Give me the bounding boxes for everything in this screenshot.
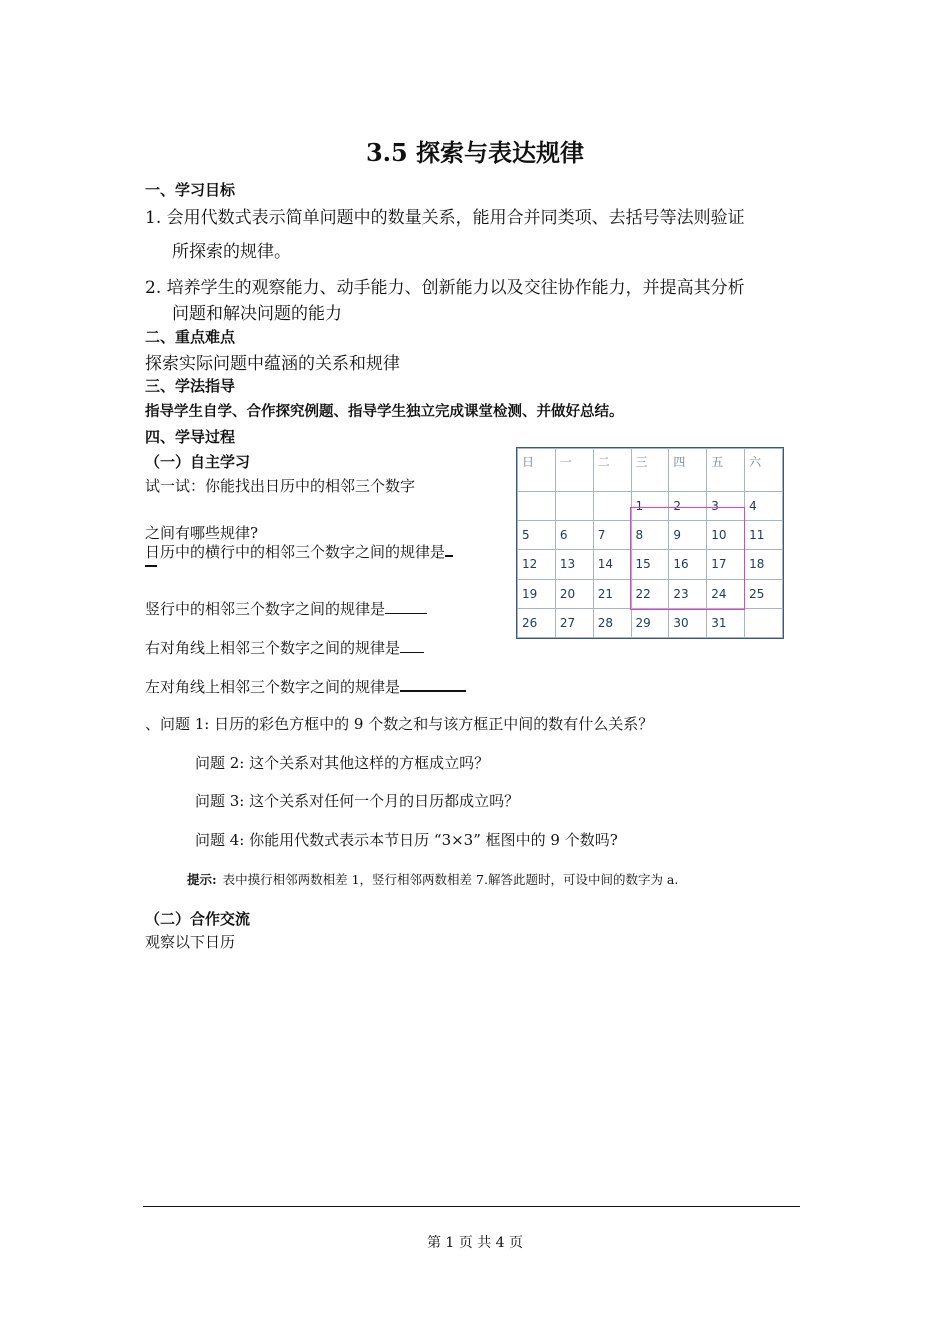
goal-2-line-2: 问题和解决问题的能力 bbox=[172, 304, 342, 324]
hint-label: 提示: bbox=[187, 872, 217, 887]
right-diag-rule bbox=[145, 637, 424, 658]
left-diag-rule-text: 左对角线上相邻三个数字之间的规律是 bbox=[145, 678, 401, 696]
calendar bbox=[516, 447, 784, 639]
calendar-header-cell: 三 bbox=[631, 449, 669, 492]
goals-heading: 一、学习目标 bbox=[145, 181, 236, 199]
row-rule-blank[interactable] bbox=[445, 541, 453, 557]
right-diag-rule-blank[interactable] bbox=[400, 638, 424, 653]
calendar-week-row bbox=[518, 521, 783, 550]
calendar-day-cell: 26 bbox=[518, 608, 556, 637]
key-heading: 二、重点难点 bbox=[145, 328, 236, 346]
right-diag-rule-text: 右对角线上相邻三个数字之间的规律是 bbox=[145, 639, 401, 657]
method-text: 指导学生自学、合作探究例题、指导学生独立完成课堂检测、并做好总结。 bbox=[145, 404, 624, 420]
calendar-day-cell: 28 bbox=[593, 608, 631, 637]
col-rule-text: 竖行中的相邻三个数字之间的规律是 bbox=[145, 600, 386, 618]
calendar-header-cell: 五 bbox=[707, 449, 745, 492]
calendar-week-row bbox=[518, 491, 783, 520]
calendar-day-cell bbox=[593, 491, 631, 520]
method-heading: 三、学法指导 bbox=[145, 377, 236, 395]
calendar-day-cell bbox=[518, 491, 556, 520]
goal-1-line-2: 所探索的规律。 bbox=[172, 242, 291, 262]
calendar-day-cell: 14 bbox=[593, 550, 631, 579]
row-rule bbox=[145, 541, 453, 562]
calendar-header-cell: 日 bbox=[518, 449, 556, 492]
calendar-day-cell: 19 bbox=[518, 579, 556, 608]
calendar-header-cell: 六 bbox=[745, 449, 783, 492]
calendar-day-cell: 21 bbox=[593, 579, 631, 608]
calendar-day-cell: 30 bbox=[669, 608, 707, 637]
calendar-week-row bbox=[518, 550, 783, 579]
calendar-day-cell: 11 bbox=[745, 521, 783, 550]
calendar-day-cell: 12 bbox=[518, 550, 556, 579]
hint bbox=[187, 870, 678, 888]
try-line-1: 试一试：你能找出日历中的相邻三个数字 bbox=[145, 477, 416, 495]
question-4: 问题 4: 你能用代数式表示本节日历 “3×3” 框图中的 9 个数吗? bbox=[195, 831, 618, 849]
calendar-day-cell: 1 bbox=[631, 491, 669, 520]
calendar-day-cell: 6 bbox=[555, 521, 593, 550]
calendar-day-cell: 5 bbox=[518, 521, 556, 550]
calendar-day-cell bbox=[555, 491, 593, 520]
left-diag-rule-blank[interactable] bbox=[400, 676, 466, 692]
col-rule bbox=[145, 598, 427, 619]
row-rule-blank-continued bbox=[145, 565, 157, 567]
col-rule-blank[interactable] bbox=[385, 599, 427, 614]
calendar-day-cell: 24 bbox=[707, 579, 745, 608]
calendar-day-cell: 27 bbox=[555, 608, 593, 637]
calendar-day-cell: 9 bbox=[669, 521, 707, 550]
calendar-day-cell: 22 bbox=[631, 579, 669, 608]
page-title: 3.5 探索与表达规律 bbox=[365, 138, 585, 167]
calendar-table bbox=[517, 448, 783, 638]
calendar-day-cell: 31 bbox=[707, 608, 745, 637]
calendar-day-cell: 17 bbox=[707, 550, 745, 579]
calendar-day-cell: 15 bbox=[631, 550, 669, 579]
calendar-header-cell: 四 bbox=[669, 449, 707, 492]
calendar-day-cell: 13 bbox=[555, 550, 593, 579]
calendar-header-cell: 二 bbox=[593, 449, 631, 492]
calendar-header-row bbox=[518, 449, 783, 492]
calendar-day-cell: 4 bbox=[745, 491, 783, 520]
process-heading: 四、学导过程 bbox=[145, 428, 236, 446]
key-text: 探索实际问题中蕴涵的关系和规律 bbox=[145, 354, 400, 374]
calendar-day-cell: 2 bbox=[669, 491, 707, 520]
coop-heading: （二）合作交流 bbox=[145, 910, 251, 928]
hint-text: 表中摸行相邻两数相差 1，竖行相邻两数相差 7.解答此题时，可设中间的数字为 a. bbox=[222, 872, 679, 887]
calendar-day-cell: 23 bbox=[669, 579, 707, 608]
calendar-day-cell: 16 bbox=[669, 550, 707, 579]
left-diag-rule bbox=[145, 676, 466, 697]
calendar-day-cell: 10 bbox=[707, 521, 745, 550]
self-study-heading: （一）自主学习 bbox=[145, 453, 251, 471]
question-1: 、问题 1: 日历的彩色方框中的 9 个数之和与该方框正中间的数有什么关系？ bbox=[145, 715, 654, 733]
calendar-day-cell: 25 bbox=[745, 579, 783, 608]
observe-text: 观察以下日历 bbox=[145, 933, 236, 951]
calendar-day-cell: 20 bbox=[555, 579, 593, 608]
calendar-day-cell: 7 bbox=[593, 521, 631, 550]
calendar-day-cell bbox=[745, 608, 783, 637]
question-2: 问题 2: 这个关系对其他这样的方框成立吗？ bbox=[195, 754, 490, 772]
question-3: 问题 3: 这个关系对任何一个月的日历都成立吗？ bbox=[195, 792, 520, 810]
page-footer: 第 1 页 共 4 页 bbox=[426, 1235, 524, 1251]
goal-2-line-1: 2. 培养学生的观察能力、动手能力、创新能力以及交往协作能力，并提高其分析 bbox=[145, 278, 745, 298]
try-line-2: 之间有哪些规律? bbox=[145, 524, 259, 542]
calendar-week-row bbox=[518, 608, 783, 637]
calendar-week-row bbox=[518, 579, 783, 608]
row-rule-text: 日历中的横行中的相邻三个数字之间的规律是 bbox=[145, 543, 446, 561]
calendar-header-cell: 一 bbox=[555, 449, 593, 492]
goal-1-line-1: 1. 会用代数式表示简单问题中的数量关系，能用合并同类项、去括号等法则验证 bbox=[145, 208, 745, 228]
calendar-day-cell: 3 bbox=[707, 491, 745, 520]
calendar-day-cell: 18 bbox=[745, 550, 783, 579]
calendar-day-cell: 29 bbox=[631, 608, 669, 637]
calendar-day-cell: 8 bbox=[631, 521, 669, 550]
footer-divider bbox=[143, 1206, 800, 1207]
